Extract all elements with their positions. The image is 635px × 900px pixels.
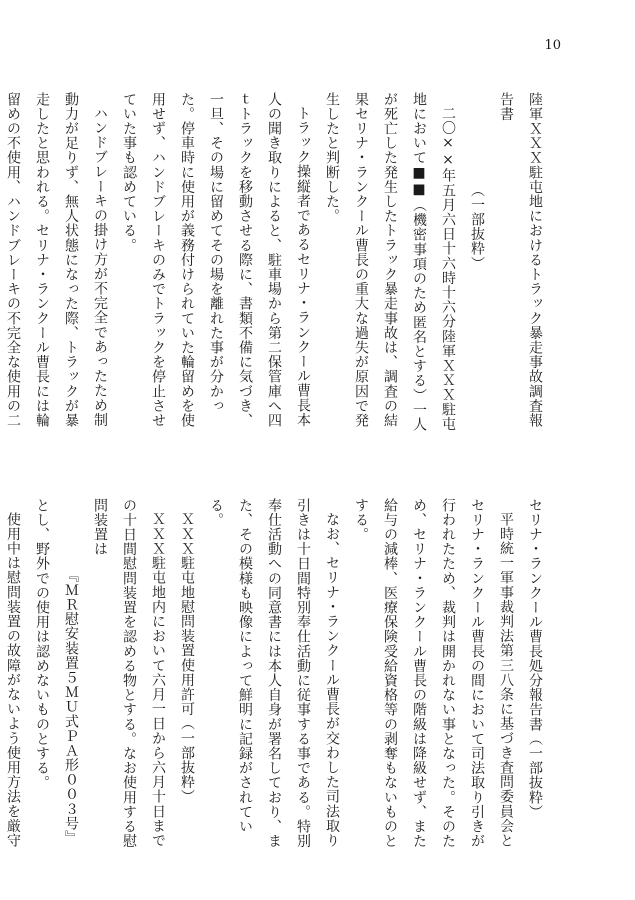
accident-report-section xyxy=(0,92,549,432)
disposition-title: セリナ・ランクール曹長処分報告書（一部抜粋） xyxy=(527,498,543,820)
permit-paragraph-2: とし、野外での使用は認めないものとする。 xyxy=(34,498,50,790)
permit-title: ＸＸＸ駐屯地慰問装置使用許可（一部抜粋） xyxy=(179,512,195,804)
page-number: 10 xyxy=(544,38,561,53)
report-title: 陸軍ＸＸＸ駐屯地におけるトラック暴走事故調査報告書 xyxy=(498,92,543,428)
disposition-paragraph-2: なお、セリナ・ランクール曹長が交わした司法取り引きは十日間特別奉仕活動に従事する事である。特別奉仕活動への同意書には本人自身が署名しており、また、その模様も映像によって鮮明に記録がされている。 xyxy=(208,498,340,849)
disposition-paragraph-1: 平時統一軍事裁判法第三八条に基づき査問委員会とセリナ・ランクール曹長の間において司法取り引きが行われたため、裁判は開かれない事となった。そのため、セリナ・ランクール曹長の階級は降級せず、また給与の減棒、医療保険受給資格等の剥奪もないものとする。 xyxy=(353,498,514,849)
disposition-report-section xyxy=(0,498,549,854)
report-subtitle: （一部抜粋） xyxy=(469,183,485,271)
permit-device-name: 『ＭＲ慰安装置５ＭＵ式ＰＡ形００３号』 xyxy=(63,568,79,846)
report-paragraph-2: トラック操縦者であるセリナ・ランクール曹長本人の聞き取りによると、駐車場から第二保管庫へ四ｔトラックを移動させる際に、書類不備に気づき、一旦、その場に留めてその場を離れた事が分かった。停車時に使用が義務付けられていた輪留めを使用せず、ハンドブレーキのみでトラックを停止させていた事も認めている。 xyxy=(121,92,311,428)
report-paragraph-3: ハンドブレーキの掛け方が不完全であったため制動力が足りず、無人状態になった際、トラックが暴走したと思われる。セリナ・ランクール曹長には輪留めの不使用、ハンドブレーキの不完全な使用の二 xyxy=(5,92,108,428)
permit-paragraph-1: ＸＸＸ駐屯地内において六月一日から六月十日までの十日間慰問装置を認める物とする。なお使用する慰問装置は xyxy=(92,498,166,849)
report-paragraph-1: 二〇××年五月六日十六時十六分陸軍ＸＸＸ駐屯地において■■（機密事項のため匿名とする）一人が死亡した発生したトラック暴走事故は、調査の結果セリナ・ランクール曹長の重大な過失が原因で発生したと判断した。 xyxy=(324,92,456,432)
permit-paragraph-3: 使用中は慰問装置の故障がないよう使用方法を厳守 xyxy=(5,512,21,848)
